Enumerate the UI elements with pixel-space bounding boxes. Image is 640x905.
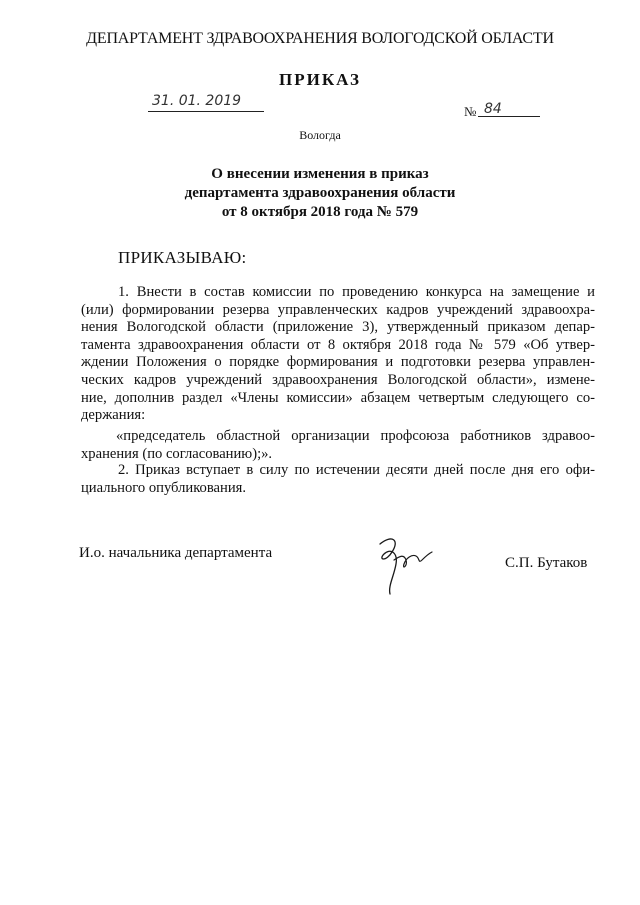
text-line: ческих кадров учреждений здравоохранения Вологодской области», измене- <box>81 371 595 388</box>
paragraph-quote <box>81 428 595 463</box>
document-subject <box>120 165 520 222</box>
text-line: 1. Внести в состав комиссии по проведению конкурса на замещение и <box>118 284 595 300</box>
document-number-label: № <box>464 104 477 119</box>
document-number: 84 <box>478 101 540 117</box>
text-line: ждении Положения о порядке формирования и подготовки резерва управлен- <box>81 354 595 371</box>
text-line: ние, дополнив раздел «Члены комиссии» абзацем четвертым следующего со- <box>81 389 595 406</box>
text-line: циального опубликования. <box>81 479 247 496</box>
subject-line: от 8 октября 2018 года № 579 <box>221 204 419 220</box>
paragraph-2 <box>81 462 595 497</box>
subject-line: О внесении изменения в приказ <box>211 166 429 182</box>
document-type-title: ПРИКАЗ <box>279 70 361 89</box>
signatory-position: И.о. начальника департамента <box>79 545 273 561</box>
subject-line: департамента здравоохранения области <box>184 185 456 201</box>
text-line: нения Вологодской области (приложение 3), утвержденный приказом депар- <box>81 319 595 336</box>
text-line: хранения (по согласованию);». <box>81 445 273 462</box>
city-name: Вологда <box>299 128 341 142</box>
order-word: ПРИКАЗЫВАЮ: <box>118 248 247 267</box>
text-line: 2. Приказ вступает в силу по истечении десяти дней после дня его офи- <box>118 462 595 478</box>
paragraph-1 <box>81 284 595 425</box>
text-line: держания: <box>81 407 146 424</box>
text-line: «председатель областной организации профсоюза работников здравоо- <box>116 428 595 444</box>
signatory-name: С.П. Бутаков <box>505 555 588 571</box>
text-line: тамента здравоохранения области от 8 октября 2018 года № 579 «Об утвер- <box>81 336 595 353</box>
text-line: (или) формировании резерва управленческих кадров учреждений здравоохра- <box>81 301 595 318</box>
department-name: ДЕПАРТАМЕНТ ЗДРАВООХРАНЕНИЯ ВОЛОГОДСКОЙ ОБЛАСТИ <box>86 30 554 47</box>
handwritten-signature <box>370 530 440 600</box>
document-date: 31. 01. 2019 <box>148 93 264 112</box>
